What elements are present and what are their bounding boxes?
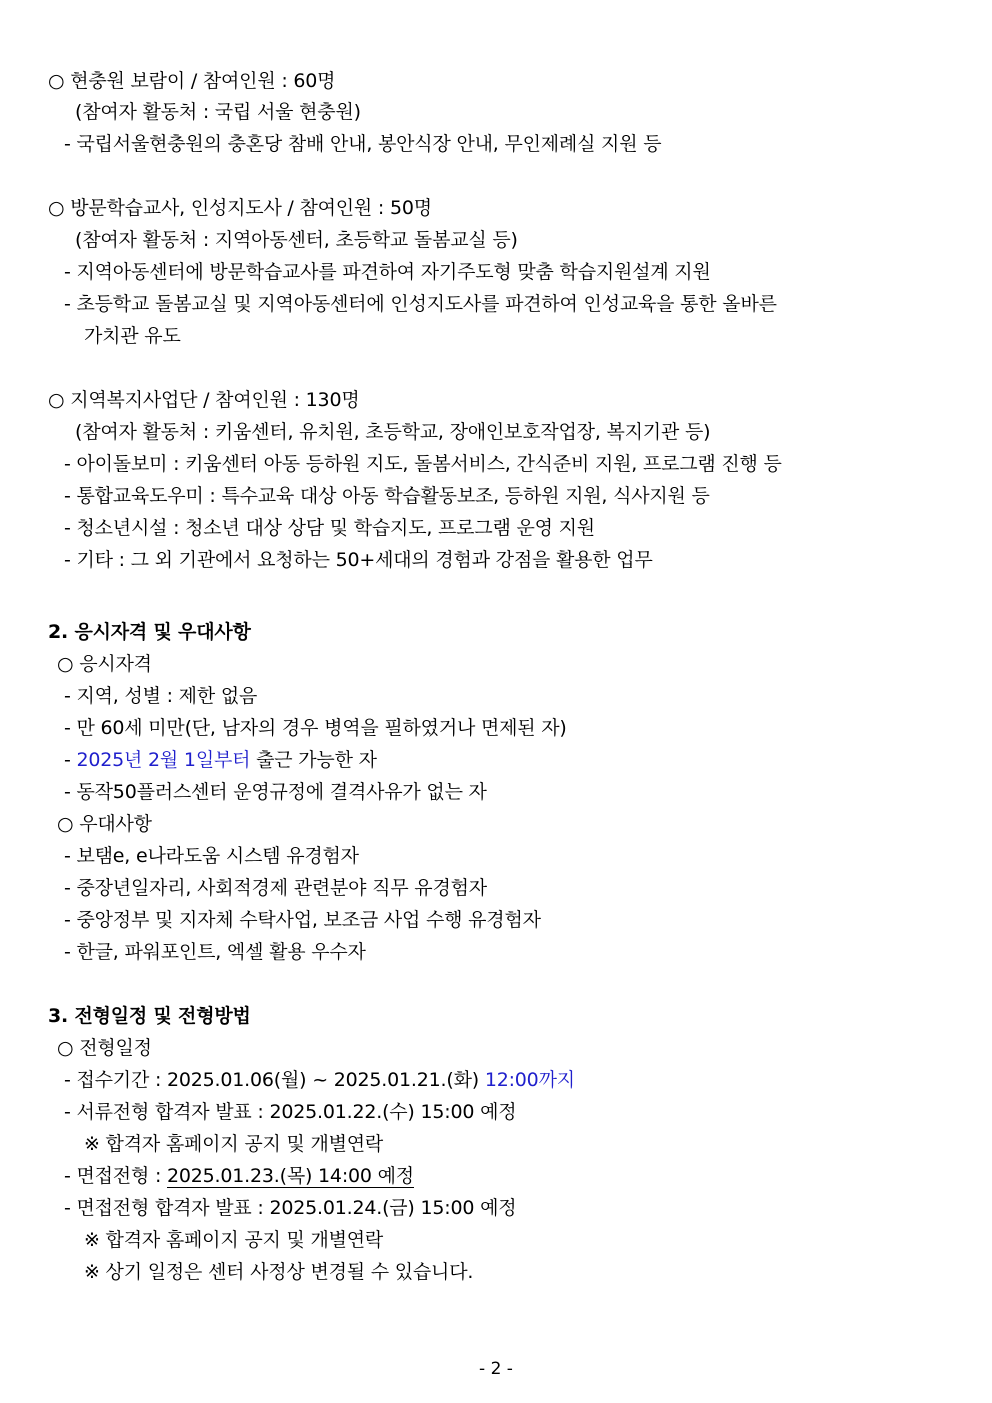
bullet-line — [64, 747, 377, 773]
bullet-continuation: 가치관 유도 — [84, 325, 181, 347]
interview-date-underlined: 2025.01.23.(목) 14:00 예정 — [167, 1165, 414, 1187]
bullet-line: - 지역, 성별 : 제한 없음 — [64, 685, 258, 707]
item-heading: ○ 현충원 보람이 / 참여인원 : 60명 — [48, 70, 336, 92]
note-line: ※ 상기 일정은 센터 사정상 변경될 수 있습니다. — [84, 1261, 474, 1283]
bullet-line: - 서류전형 합격자 발표 : 2025.01.22.(수) 15:00 예정 — [64, 1101, 517, 1123]
section-title: 3. 전형일정 및 전형방법 — [48, 1005, 251, 1027]
bullet-line — [64, 1067, 575, 1093]
sub-heading: ○ 응시자격 — [57, 653, 152, 675]
note-line: ※ 합격자 홈페이지 공지 및 개별연락 — [84, 1133, 384, 1155]
start-date-highlight: 2025년 2월 1일부터 — [76, 749, 251, 771]
bullet-line: - 청소년시설 : 청소년 대상 상담 및 학습지도, 프로그램 운영 지원 — [64, 517, 595, 539]
bullet-label: - 면접전형 : — [64, 1165, 167, 1187]
item-place: (참여자 활동처 : 지역아동센터, 초등학교 돌봄교실 등) — [75, 229, 518, 251]
note-line: ※ 합격자 홈페이지 공지 및 개별연락 — [84, 1229, 384, 1251]
item-heading: ○ 방문학습교사, 인성지도사 / 참여인원 : 50명 — [48, 197, 432, 219]
apply-period: - 접수기간 : 2025.01.06(월) ~ 2025.01.21.(화) — [64, 1069, 485, 1091]
bullet-line: - 초등학교 돌봄교실 및 지역아동센터에 인성지도사를 파견하여 인성교육을 통한 올바른 — [64, 293, 777, 315]
bullet-line: - 아이돌보미 : 키움센터 아동 등하원 지도, 돌봄서비스, 간식준비 지원, 프로그램 진행 등 — [64, 453, 782, 475]
item-place: (참여자 활동처 : 키움센터, 유치원, 초등학교, 장애인보호작업장, 복지기관 등) — [75, 421, 711, 443]
bullet-line: - 만 60세 미만(단, 남자의 경우 병역을 필하였거나 면제된 자) — [64, 717, 567, 739]
sub-heading: ○ 전형일정 — [57, 1037, 152, 1059]
bullet-line: - 면접전형 합격자 발표 : 2025.01.24.(금) 15:00 예정 — [64, 1197, 517, 1219]
bullet-line: - 기타 : 그 외 기관에서 요청하는 50+세대의 경험과 강점을 활용한 업무 — [64, 549, 653, 571]
page-number: - 2 - — [479, 1359, 513, 1379]
bullet-line: - 통합교육도우미 : 특수교육 대상 아동 학습활동보조, 등하원 지원, 식사지원 등 — [64, 485, 710, 507]
section-title: 2. 응시자격 및 우대사항 — [48, 621, 251, 643]
bullet-line: - 중앙정부 및 지자체 수탁사업, 보조금 사업 수행 유경험자 — [64, 909, 541, 931]
bullet-line — [64, 1163, 414, 1189]
item-heading: ○ 지역복지사업단 / 참여인원 : 130명 — [48, 389, 360, 411]
bullet-text: 출근 가능한 자 — [250, 749, 377, 771]
bullet-line: - 동작50플러스센터 운영규정에 결격사유가 없는 자 — [64, 781, 487, 803]
deadline-highlight: 12:00까지 — [484, 1069, 575, 1091]
bullet-line: - 보탬e, e나라도움 시스템 유경험자 — [64, 845, 359, 867]
bullet-dash: - — [64, 749, 77, 771]
item-place: (참여자 활동처 : 국립 서울 현충원) — [75, 101, 361, 123]
bullet-line: - 한글, 파워포인트, 엑셀 활용 우수자 — [64, 941, 366, 963]
bullet-line: - 국립서울현충원의 충혼당 참배 안내, 봉안식장 안내, 무인제례실 지원 등 — [64, 133, 662, 155]
bullet-line: - 중장년일자리, 사회적경제 관련분야 직무 유경험자 — [64, 877, 487, 899]
bullet-line: - 지역아동센터에 방문학습교사를 파견하여 자기주도형 맞춤 학습지원설계 지원 — [64, 261, 711, 283]
sub-heading: ○ 우대사항 — [57, 813, 152, 835]
